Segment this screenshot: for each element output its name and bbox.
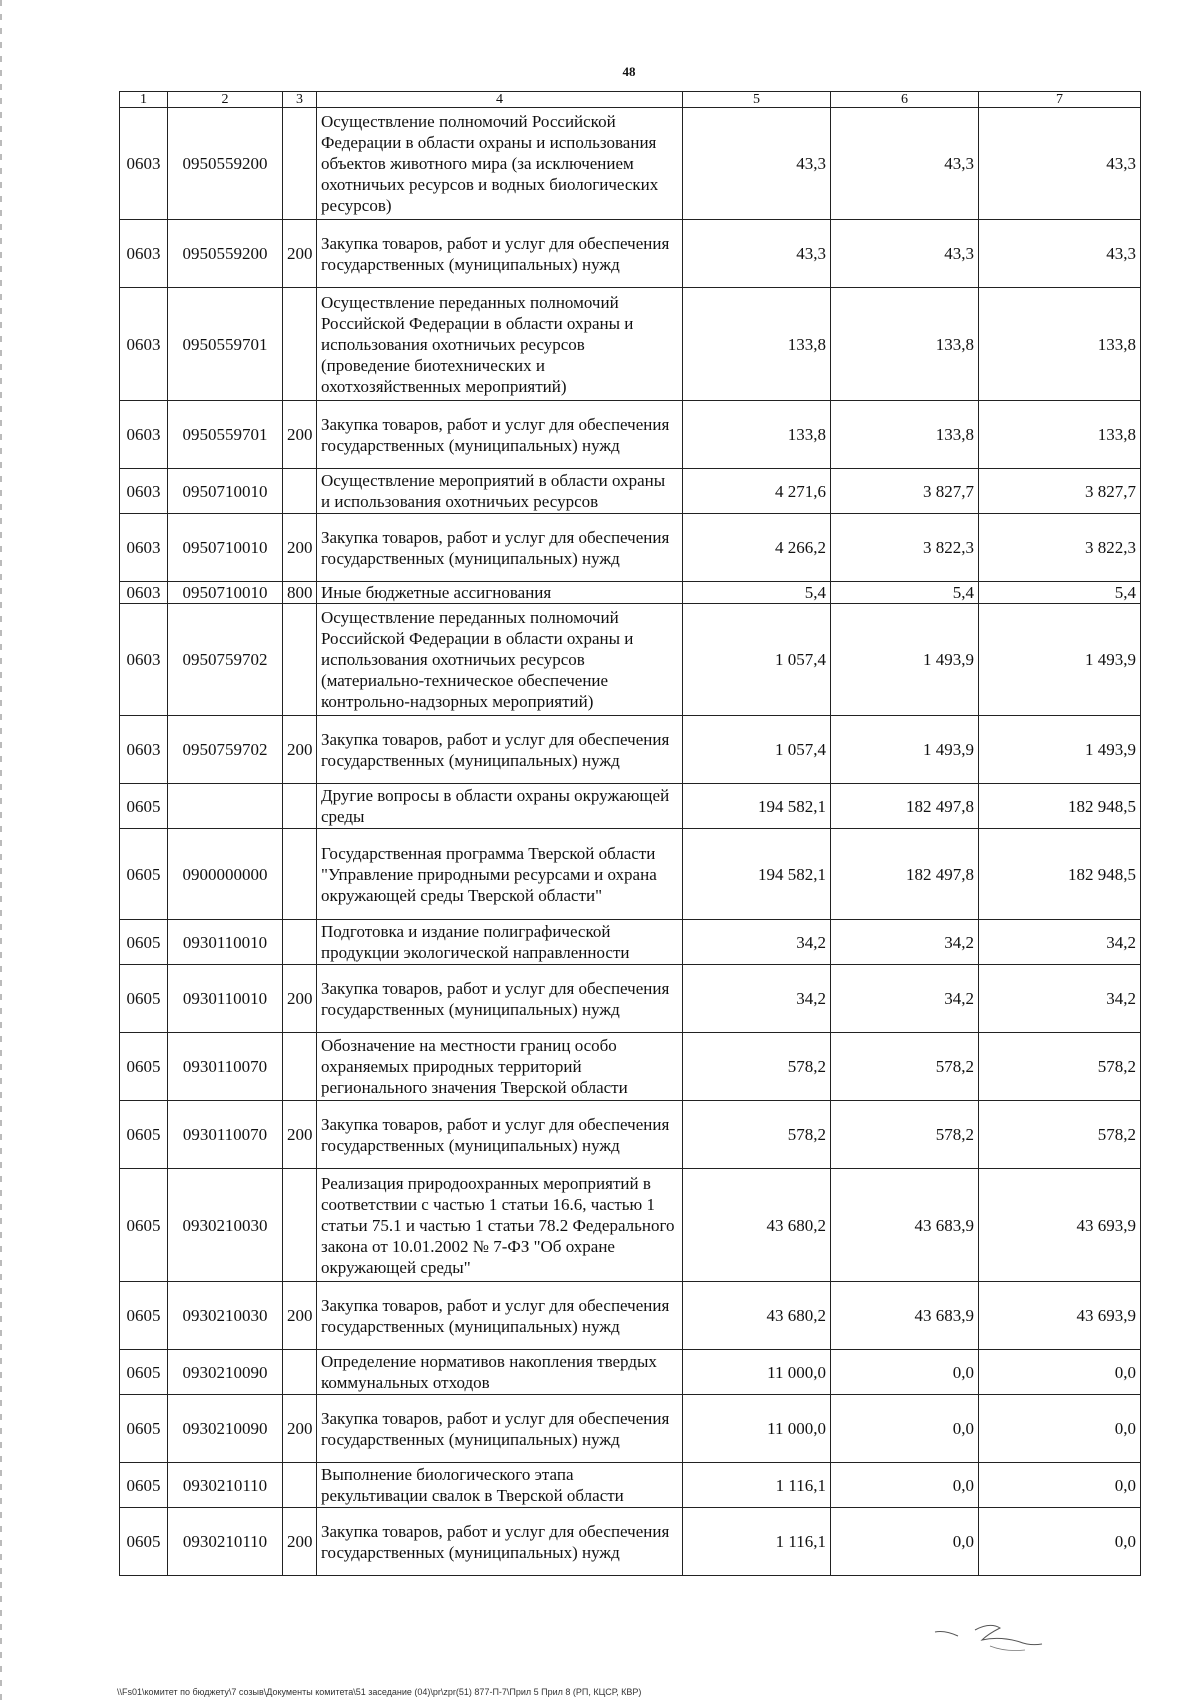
amount-cell: 0,0 [831,1508,979,1576]
description-cell: Осуществление переданных полномочий Российской Федерации в области охраны и использования охотничьих ресурсов (проведение биотехнических и охотхозяйственных мероприятий) [317,288,683,401]
amount-cell: 133,8 [683,288,831,401]
target-article-cell: 0950559200 [168,220,283,288]
expense-type-cell: 200 [283,716,317,784]
description-cell: Осуществление полномочий Российской Федерации в области охраны и использования объектов животного мира (за исключением охотничьих ресурсов и водных биологических ресурсов) [317,108,683,220]
amount-cell: 4 266,2 [683,514,831,582]
target-article-cell: 0930210110 [168,1463,283,1508]
table-row [120,401,1141,469]
header-col-1: 1 [120,92,168,108]
table-row [120,1395,1141,1463]
header-col-3: 3 [283,92,317,108]
section-code-cell: 0605 [120,920,168,965]
header-col-4: 4 [317,92,683,108]
description-cell: Закупка товаров, работ и услуг для обеспечения государственных (муниципальных) нужд [317,1101,683,1169]
description-cell: Закупка товаров, работ и услуг для обеспечения государственных (муниципальных) нужд [317,514,683,582]
amount-cell: 34,2 [831,965,979,1033]
amount-cell: 182 497,8 [831,829,979,920]
description-cell: Закупка товаров, работ и услуг для обеспечения государственных (муниципальных) нужд [317,401,683,469]
target-article-cell: 0950710010 [168,514,283,582]
section-code-cell: 0603 [120,288,168,401]
amount-cell: 133,8 [831,401,979,469]
amount-cell: 194 582,1 [683,784,831,829]
target-article-cell: 0950559200 [168,108,283,220]
amount-cell: 34,2 [683,965,831,1033]
amount-cell: 3 822,3 [979,514,1141,582]
section-code-cell: 0605 [120,1463,168,1508]
section-code-cell: 0603 [120,469,168,514]
amount-cell: 0,0 [831,1350,979,1395]
section-code-cell: 0603 [120,514,168,582]
target-article-cell: 0930110070 [168,1033,283,1101]
header-col-5: 5 [683,92,831,108]
section-code-cell: 0603 [120,582,168,604]
description-cell: Закупка товаров, работ и услуг для обеспечения государственных (муниципальных) нужд [317,1395,683,1463]
amount-cell: 133,8 [979,288,1141,401]
amount-cell: 3 822,3 [831,514,979,582]
amount-cell: 1 057,4 [683,716,831,784]
expense-type-cell: 200 [283,1508,317,1576]
target-article-cell: 0930110070 [168,1101,283,1169]
description-cell: Осуществление переданных полномочий Российской Федерации в области охраны и использования охотничьих ресурсов (материально-техническое обеспечение контрольно-надзорных мероприятий) [317,604,683,716]
table-row [120,582,1141,604]
expense-type-cell [283,1350,317,1395]
target-article-cell: 0900000000 [168,829,283,920]
description-cell: Реализация природоохранных мероприятий в соответствии с частью 1 статьи 16.6, частью 1 статьи 75.1 и частью 1 статьи 78.2 Федерального закона от 10.01.2002 № 7-ФЗ "Об охране окружающей среды" [317,1169,683,1282]
amount-cell: 43 693,9 [979,1282,1141,1350]
target-article-cell: 0930110010 [168,965,283,1033]
expense-type-cell: 200 [283,401,317,469]
table-row [120,514,1141,582]
amount-cell: 5,4 [831,582,979,604]
description-cell: Осуществление мероприятий в области охраны и использования охотничьих ресурсов [317,469,683,514]
table-row [120,1101,1141,1169]
amount-cell: 133,8 [683,401,831,469]
table-row [120,1033,1141,1101]
target-article-cell: 0930210110 [168,1508,283,1576]
amount-cell: 34,2 [979,965,1141,1033]
table-row [120,108,1141,220]
target-article-cell: 0930210090 [168,1395,283,1463]
expense-type-cell: 200 [283,965,317,1033]
page-number: 48 [622,64,636,79]
expense-type-cell: 200 [283,1395,317,1463]
amount-cell: 3 827,7 [979,469,1141,514]
expense-type-cell: 200 [283,1282,317,1350]
amount-cell: 43 683,9 [831,1169,979,1282]
table-row [120,829,1141,920]
section-code-cell: 0603 [120,108,168,220]
table-row [120,1169,1141,1282]
description-cell: Государственная программа Тверской области "Управление природными ресурсами и охрана окружающей среды Тверской области" [317,829,683,920]
expense-type-cell [283,829,317,920]
amount-cell: 0,0 [979,1395,1141,1463]
amount-cell: 182 948,5 [979,784,1141,829]
target-article-cell: 0930110010 [168,920,283,965]
table-row [120,1508,1141,1576]
table-row [120,965,1141,1033]
amount-cell: 43,3 [979,108,1141,220]
section-code-cell: 0605 [120,965,168,1033]
target-article-cell: 0950759702 [168,716,283,784]
section-code-cell: 0605 [120,1508,168,1576]
table-row [120,469,1141,514]
table-row [120,1463,1141,1508]
header-col-7: 7 [979,92,1141,108]
amount-cell: 1 493,9 [979,604,1141,716]
section-code-cell: 0605 [120,1169,168,1282]
amount-cell: 43,3 [831,108,979,220]
section-code-cell: 0605 [120,1395,168,1463]
target-article-cell: 0950559701 [168,401,283,469]
amount-cell: 578,2 [831,1101,979,1169]
expense-type-cell [283,469,317,514]
amount-cell: 43,3 [979,220,1141,288]
section-code-cell: 0603 [120,604,168,716]
amount-cell: 1 493,9 [979,716,1141,784]
amount-cell: 34,2 [979,920,1141,965]
section-code-cell: 0603 [120,716,168,784]
expense-type-cell: 200 [283,220,317,288]
amount-cell: 578,2 [831,1033,979,1101]
target-article-cell: 0950710010 [168,469,283,514]
amount-cell: 43,3 [683,220,831,288]
description-cell: Подготовка и издание полиграфической продукции экологической направленности [317,920,683,965]
table-row [120,288,1141,401]
amount-cell: 578,2 [683,1101,831,1169]
expense-type-cell [283,288,317,401]
table-row [120,604,1141,716]
file-path-footer: \\Fs01\комитет по бюджету\7 созыв\Документы комитета\51 заседание (04)\pr\zpr(51) 877-П-7\Прил 5 Прил 8 (РП, КЦСР, КВР) [117,1687,642,1697]
amount-cell: 11 000,0 [683,1395,831,1463]
section-code-cell: 0605 [120,784,168,829]
section-code-cell: 0603 [120,401,168,469]
amount-cell: 578,2 [979,1101,1141,1169]
table-row [120,1282,1141,1350]
amount-cell: 1 493,9 [831,604,979,716]
section-code-cell: 0603 [120,220,168,288]
amount-cell: 43,3 [831,220,979,288]
column-number-header-row [120,92,1141,108]
amount-cell: 43 683,9 [831,1282,979,1350]
expense-type-cell [283,920,317,965]
description-cell: Другие вопросы в области охраны окружающей среды [317,784,683,829]
amount-cell: 0,0 [831,1395,979,1463]
amount-cell: 0,0 [979,1508,1141,1576]
description-cell: Обозначение на местности границ особо охраняемых природных территорий регионального значения Тверской области [317,1033,683,1101]
target-article-cell [168,784,283,829]
table-row [120,220,1141,288]
amount-cell: 1 057,4 [683,604,831,716]
amount-cell: 194 582,1 [683,829,831,920]
amount-cell: 34,2 [683,920,831,965]
description-cell: Иные бюджетные ассигнования [317,582,683,604]
target-article-cell: 0950559701 [168,288,283,401]
table-row [120,1350,1141,1395]
target-article-cell: 0930210030 [168,1282,283,1350]
table-row [120,920,1141,965]
amount-cell: 0,0 [831,1463,979,1508]
amount-cell: 4 271,6 [683,469,831,514]
amount-cell: 43,3 [683,108,831,220]
scan-left-edge [0,0,2,1703]
amount-cell: 34,2 [831,920,979,965]
expense-type-cell [283,1169,317,1282]
amount-cell: 5,4 [979,582,1141,604]
section-code-cell: 0605 [120,1282,168,1350]
expense-type-cell [283,784,317,829]
section-code-cell: 0605 [120,1350,168,1395]
amount-cell: 5,4 [683,582,831,604]
expense-type-cell [283,1033,317,1101]
section-code-cell: 0605 [120,829,168,920]
amount-cell: 578,2 [683,1033,831,1101]
target-article-cell: 0930210030 [168,1169,283,1282]
header-col-2: 2 [168,92,283,108]
description-cell: Закупка товаров, работ и услуг для обеспечения государственных (муниципальных) нужд [317,716,683,784]
description-cell: Закупка товаров, работ и услуг для обеспечения государственных (муниципальных) нужд [317,1282,683,1350]
target-article-cell: 0930210090 [168,1350,283,1395]
target-article-cell: 0950759702 [168,604,283,716]
description-cell: Определение нормативов накопления твердых коммунальных отходов [317,1350,683,1395]
expense-type-cell: 200 [283,1101,317,1169]
amount-cell: 0,0 [979,1463,1141,1508]
amount-cell: 43 680,2 [683,1169,831,1282]
amount-cell: 3 827,7 [831,469,979,514]
description-cell: Закупка товаров, работ и услуг для обеспечения государственных (муниципальных) нужд [317,1508,683,1576]
table-row [120,784,1141,829]
signature-mark [930,1620,1060,1660]
amount-cell: 11 000,0 [683,1350,831,1395]
amount-cell: 1 116,1 [683,1463,831,1508]
description-cell: Закупка товаров, работ и услуг для обеспечения государственных (муниципальных) нужд [317,220,683,288]
description-cell: Выполнение биологического этапа рекультивации свалок в Тверской области [317,1463,683,1508]
amount-cell: 43 680,2 [683,1282,831,1350]
description-cell: Закупка товаров, работ и услуг для обеспечения государственных (муниципальных) нужд [317,965,683,1033]
section-code-cell: 0605 [120,1101,168,1169]
expense-type-cell [283,604,317,716]
section-code-cell: 0605 [120,1033,168,1101]
amount-cell: 0,0 [979,1350,1141,1395]
table-row [120,716,1141,784]
expense-type-cell [283,1463,317,1508]
expense-type-cell: 800 [283,582,317,604]
amount-cell: 182 948,5 [979,829,1141,920]
amount-cell: 133,8 [831,288,979,401]
header-col-6: 6 [831,92,979,108]
amount-cell: 43 693,9 [979,1169,1141,1282]
amount-cell: 1 493,9 [831,716,979,784]
target-article-cell: 0950710010 [168,582,283,604]
expense-type-cell: 200 [283,514,317,582]
amount-cell: 133,8 [979,401,1141,469]
budget-table [119,91,1141,1576]
amount-cell: 578,2 [979,1033,1141,1101]
expense-type-cell [283,108,317,220]
amount-cell: 1 116,1 [683,1508,831,1576]
amount-cell: 182 497,8 [831,784,979,829]
